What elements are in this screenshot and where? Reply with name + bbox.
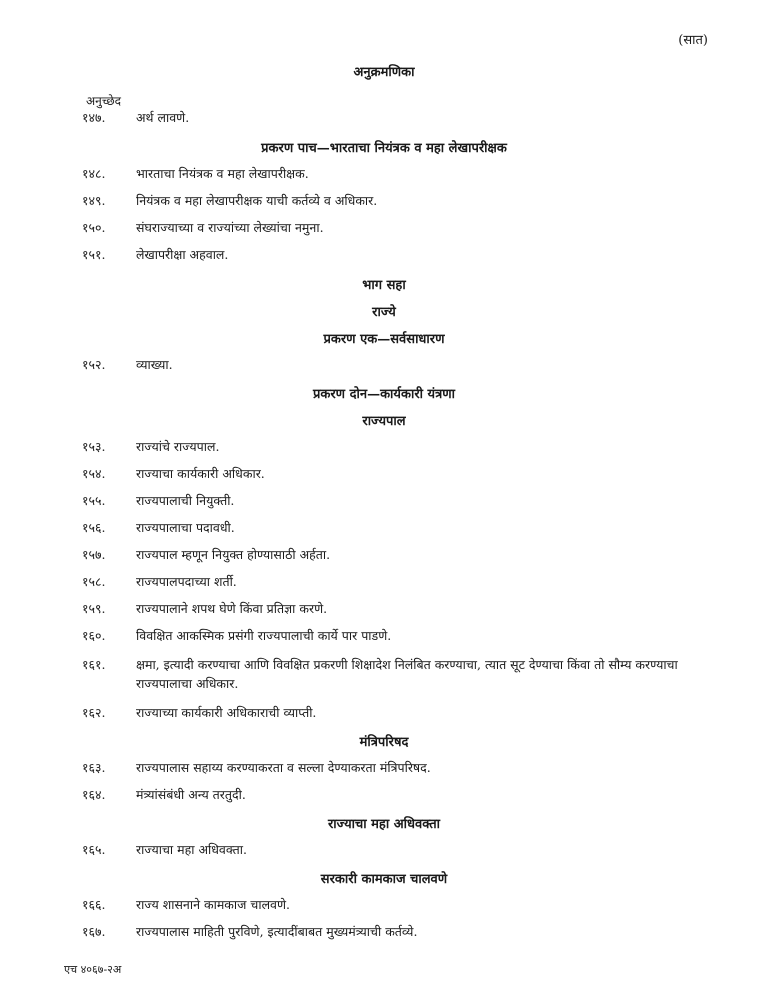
article-number: १६४. — [82, 787, 106, 802]
index-title: अनुक्रमणिका — [353, 65, 415, 80]
article-number: १४७. — [82, 110, 106, 125]
section-heading: प्रकरण दोन—कार्यकारी यंत्रणा — [312, 387, 456, 402]
article-title: राज्य शासनाने कामकाज चालवणे. — [136, 897, 291, 912]
article-number: १५१. — [82, 247, 106, 262]
article-title: राज्याचा महा अधिवक्ता. — [136, 842, 247, 857]
article-number: १५३. — [82, 439, 106, 454]
subsection-heading: सरकारी कामकाज चालवणे — [320, 872, 448, 887]
part-heading: भाग सहा — [362, 278, 406, 293]
footer-code: एच ४०६७-२अ — [64, 963, 122, 976]
article-title: अर्थ लावणे. — [136, 110, 190, 125]
article-number: १५२. — [82, 357, 106, 372]
article-title: राज्यपाल म्हणून नियुक्त होण्यासाठी अर्हता. — [136, 547, 331, 562]
subsection-heading: मंत्रिपरिषद — [359, 735, 409, 750]
article-number: १६२. — [82, 705, 106, 720]
article-number: १६१. — [82, 657, 106, 672]
part-subheading: राज्ये — [372, 305, 396, 320]
article-title: राज्यपालाने शपथ घेणे किंवा प्रतिज्ञा करणे. — [136, 601, 328, 616]
article-title: राज्यपालास सहाय्य करण्याकरता व सल्ला देण्याकरता मंत्रिपरिषद. — [136, 760, 431, 775]
article-number: १५५. — [82, 493, 106, 508]
article-number: १६५. — [82, 842, 106, 857]
article-title: राज्यपालाची नियुक्ती. — [136, 493, 235, 508]
article-number: १४९. — [82, 193, 106, 208]
subsection-heading: राज्यपाल — [362, 414, 406, 429]
article-title: राज्यपालास माहिती पुरविणे, इत्यादींबाबत मुख्यमंत्र्याची कर्तव्ये. — [136, 924, 418, 939]
page-number: (सात) — [678, 33, 708, 48]
article-number: १४८. — [82, 166, 106, 181]
article-title: लेखापरीक्षा अहवाल. — [136, 247, 229, 262]
article-title: संघराज्याच्या व राज्यांच्या लेख्यांचा नमुना. — [136, 220, 324, 235]
article-title: भारताचा नियंत्रक व महा लेखापरीक्षक. — [136, 166, 309, 181]
article-title: व्याख्या. — [136, 357, 173, 372]
article-number: १६६. — [82, 897, 106, 912]
article-title: राज्यपालपदाच्या शर्ती. — [136, 574, 237, 589]
column-label: अनुच्छेद — [86, 94, 122, 108]
article-title: मंत्र्यांसंबंधी अन्य तरतुदी. — [136, 787, 246, 802]
article-number: १६३. — [82, 760, 106, 775]
article-number: १५९. — [82, 601, 106, 616]
article-title: राज्याचा कार्यकारी अधिकार. — [136, 466, 265, 481]
article-title: विवक्षित आकस्मिक प्रसंगी राज्यपालाची कार्ये पार पाडणे. — [136, 628, 392, 643]
article-number: १५६. — [82, 520, 106, 535]
article-number: १५७. — [82, 547, 106, 562]
article-number: १५४. — [82, 466, 106, 481]
subsection-heading: राज्याचा महा अधिवक्ता — [327, 817, 440, 832]
article-number: १६७. — [82, 924, 106, 939]
article-title: नियंत्रक व महा लेखापरीक्षक याची कर्तव्ये व अधिकार. — [136, 193, 378, 208]
article-title: क्षमा, इत्यादी करण्याचा आणि विवक्षित प्रकरणी शिक्षादेश निलंबित करण्याचा, त्यात सूट देण्याचा किंवा तो सौम्य करण्याचा राज्यपालाचा अधिकार. — [136, 657, 678, 691]
article-title: राज्यांचे राज्यपाल. — [136, 439, 220, 454]
article-number: १५०. — [82, 220, 106, 235]
article-title: राज्यपालाचा पदावधी. — [136, 520, 235, 535]
article-number: १५८. — [82, 574, 106, 589]
article-title: राज्याच्या कार्यकारी अधिकाराची व्याप्ती. — [136, 705, 317, 720]
section-heading: प्रकरण पाच—भारताचा नियंत्रक व महा लेखापरीक्षक — [261, 141, 507, 156]
section-heading: प्रकरण एक—सर्वसाधारण — [323, 332, 445, 347]
article-number: १६०. — [82, 628, 106, 643]
